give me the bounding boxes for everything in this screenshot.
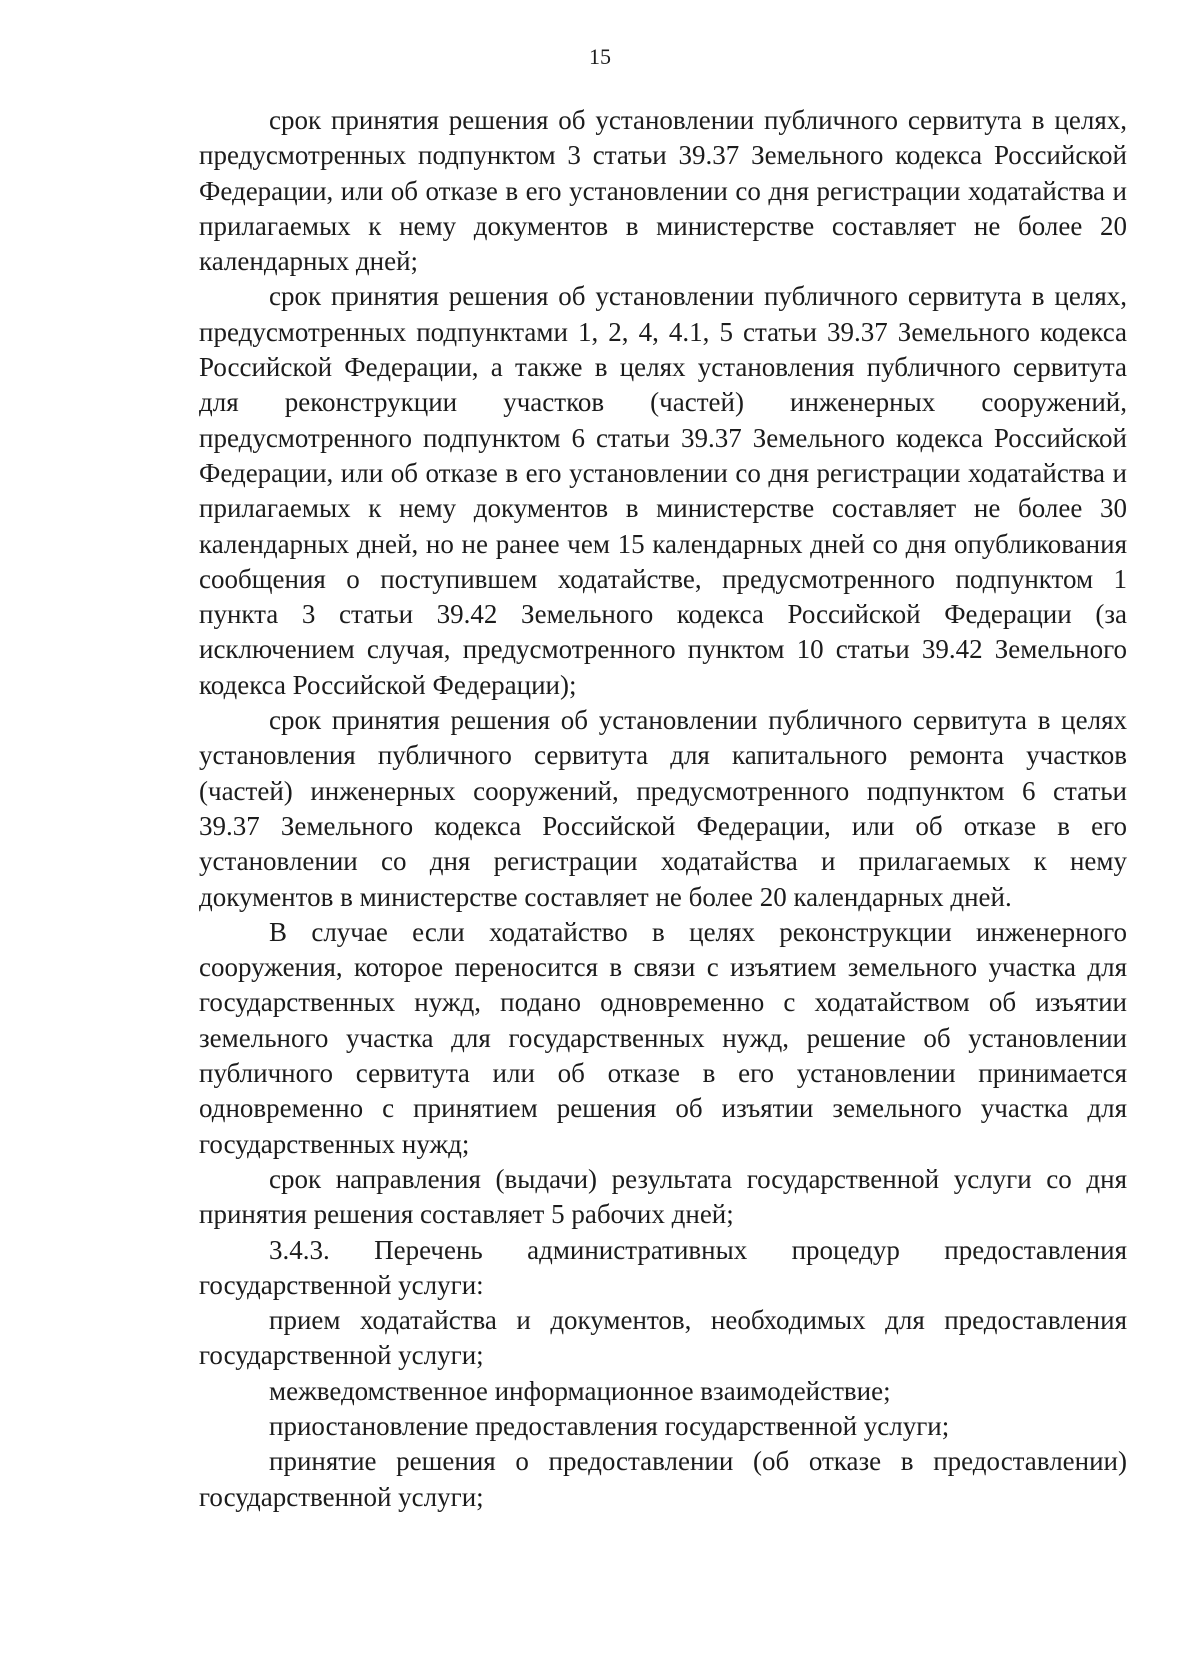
paragraph-reconstruction-case: В случае если ходатайство в целях реконструкции инженерного сооружения, которое переносится в связи с изъятием земельного участка для государственных нужд, подано одновременно с ходатайством об изъятии земельного участка для государственных нужд, решение об установлении публичного сервитута или об отказе в его установлении принимается одновременно с принятием решения об изъятии земельного участка для государственных нужд;	[199, 916, 1127, 1159]
document-body	[199, 103, 1127, 1515]
paragraph-procedure-decision: принятие решения о предоставлении (об отказе в предоставлении) государственной услуги;	[199, 1446, 1127, 1512]
paragraph-term-subpoints-1-5: срок принятия решения об установлении публичного сервитута в целях, предусмотренных подпунктами 1, 2, 4, 4.1, 5 статьи 39.37 Земельного кодекса Российской Федерации, а также в целях установления публичного сервитута для реконструкции участков (частей) инженерных сооружений, предусмотренного подпунктом 6 статьи 39.37 Земельного кодекса Российской Федерации, или об отказе в его установлении со дня регистрации ходатайства и прилагаемых к нему документов в министерстве составляет не более 30 календарных дней, но не ранее чем 15 календарных дней со дня опубликования сообщения о поступившем ходатайстве, предусмотренного подпунктом 1 пункта 3 статьи 39.42 Земельного кодекса Российской Федерации (за исключением случая, предусмотренного пунктом 10 статьи 39.42 Земельного кодекса Российской Федерации);	[199, 281, 1127, 700]
paragraph-procedures-heading: 3.4.3. Перечень административных процедур предоставления государственной услуги:	[199, 1234, 1127, 1300]
paragraph-procedure-suspension: приостановление предоставления государственной услуги;	[269, 1410, 950, 1441]
paragraph-procedure-reception: прием ходатайства и документов, необходимых для предоставления государственной услуги;	[199, 1305, 1127, 1371]
paragraph-term-capital-repair: срок принятия решения об установлении публичного сервитута в целях установления публичного сервитута для капитального ремонта участков (частей) инженерных сооружений, предусмотренного подпунктом 6 статьи 39.37 Земельного кодекса Российской Федерации, или об отказе в его установлении со дня регистрации ходатайства и прилагаемых к нему документов в министерстве составляет не более 20 календарных дней.	[199, 705, 1127, 912]
paragraph-term-subpoint-3: срок принятия решения об установлении публичного сервитута в целях, предусмотренных подпунктом 3 статьи 39.37 Земельного кодекса Российской Федерации, или об отказе в его установлении со дня регистрации ходатайства и прилагаемых к нему документов в министерстве составляет не более 20 календарных дней;	[199, 105, 1127, 277]
page-number: 15	[589, 44, 611, 69]
paragraph-procedure-interagency: межведомственное информационное взаимодействие;	[269, 1375, 891, 1406]
paragraph-result-delivery-term: срок направления (выдачи) результата государственной услуги со дня принятия решения составляет 5 рабочих дней;	[199, 1163, 1127, 1230]
